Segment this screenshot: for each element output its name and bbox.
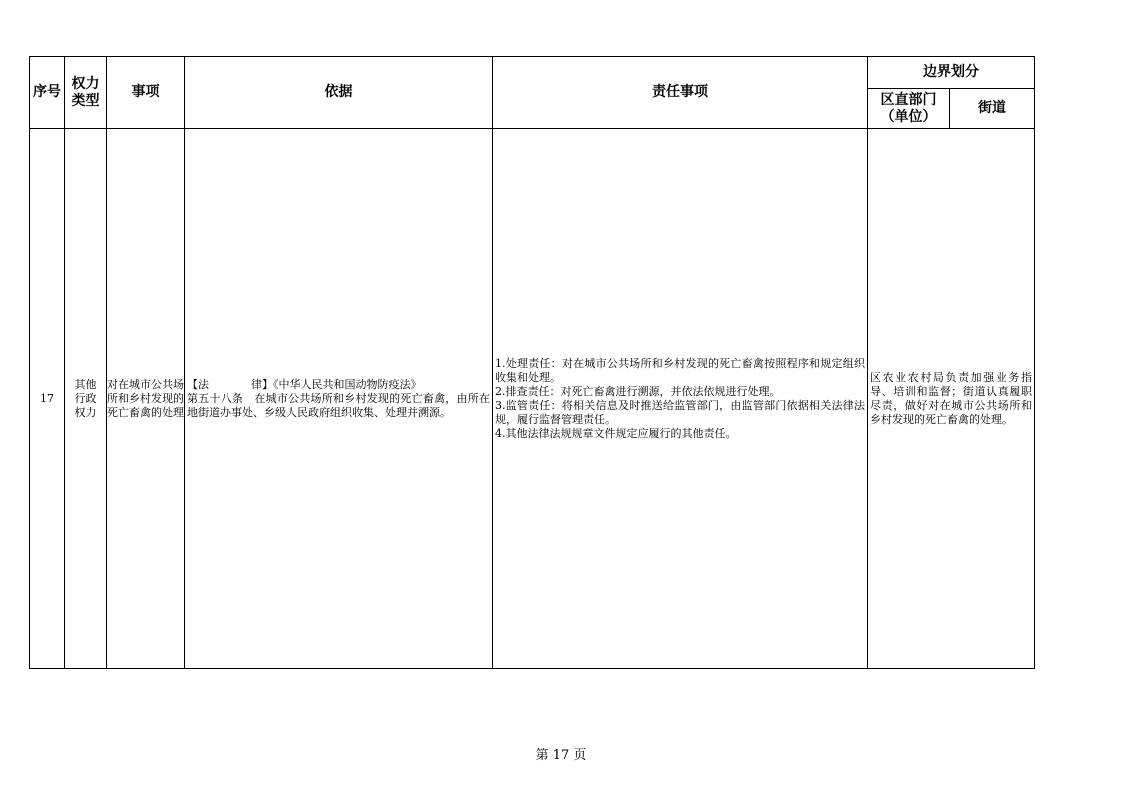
basis-law-title: [187, 378, 490, 392]
header-basis: 依据: [185, 57, 493, 129]
header-street: 街道: [950, 89, 1035, 129]
row-basis: [185, 129, 493, 669]
basis-article: 第五十八条 在城市公共场所和乡村发现的死亡畜禽，由所在地街道办事处、乡级人民政府组织收集、处理并溯源。: [187, 391, 490, 419]
header-power-type: 权力类型: [65, 57, 107, 129]
responsibility-item: 3.监管责任：将相关信息及时推送给监管部门，由监管部门依据相关法律法规，履行监督管理责任。: [495, 398, 865, 426]
row-power-type: [65, 129, 107, 669]
basis-law-suffix: 律】《中华人民共和国动物防疫法》: [251, 377, 422, 391]
responsibility-item: 4.其他法律法规规章文件规定应履行的其他责任。: [495, 426, 737, 440]
responsibility-item: 1.处理责任：对在城市公共场所和乡村发现的死亡畜禽按照程序和规定组织收集和处理。: [495, 356, 865, 384]
header-item: 事项: [107, 57, 185, 129]
page-number: 第 17 页: [535, 748, 587, 763]
row-item: 对在城市公共场所和乡村发现的死亡畜禽的处理: [107, 129, 185, 669]
row-power-type-text: 其他行政权力: [74, 377, 97, 419]
row-responsibilities: [493, 129, 868, 669]
header-boundary: 边界划分: [868, 57, 1035, 89]
row-district-dept: 区农业农村局负责加强业务指导、培训和监督；街道认真履职尽责，做好对在城市公共场所和乡村发现的死亡畜禽的处理。: [868, 129, 1035, 669]
table-row: [30, 129, 1035, 669]
header-responsibility: 责任事项: [493, 57, 868, 129]
responsibility-item: 2.排查责任：对死亡畜禽进行溯源，并依法依规进行处理。: [495, 384, 781, 398]
header-district-dept: 区直部门 （单位）: [868, 89, 950, 129]
header-row-top: [30, 57, 1035, 89]
row-seq: 17: [30, 129, 65, 669]
power-list-table: [29, 56, 1035, 669]
header-seq: 序号: [30, 57, 65, 129]
basis-law-prefix: 【法: [187, 377, 209, 391]
